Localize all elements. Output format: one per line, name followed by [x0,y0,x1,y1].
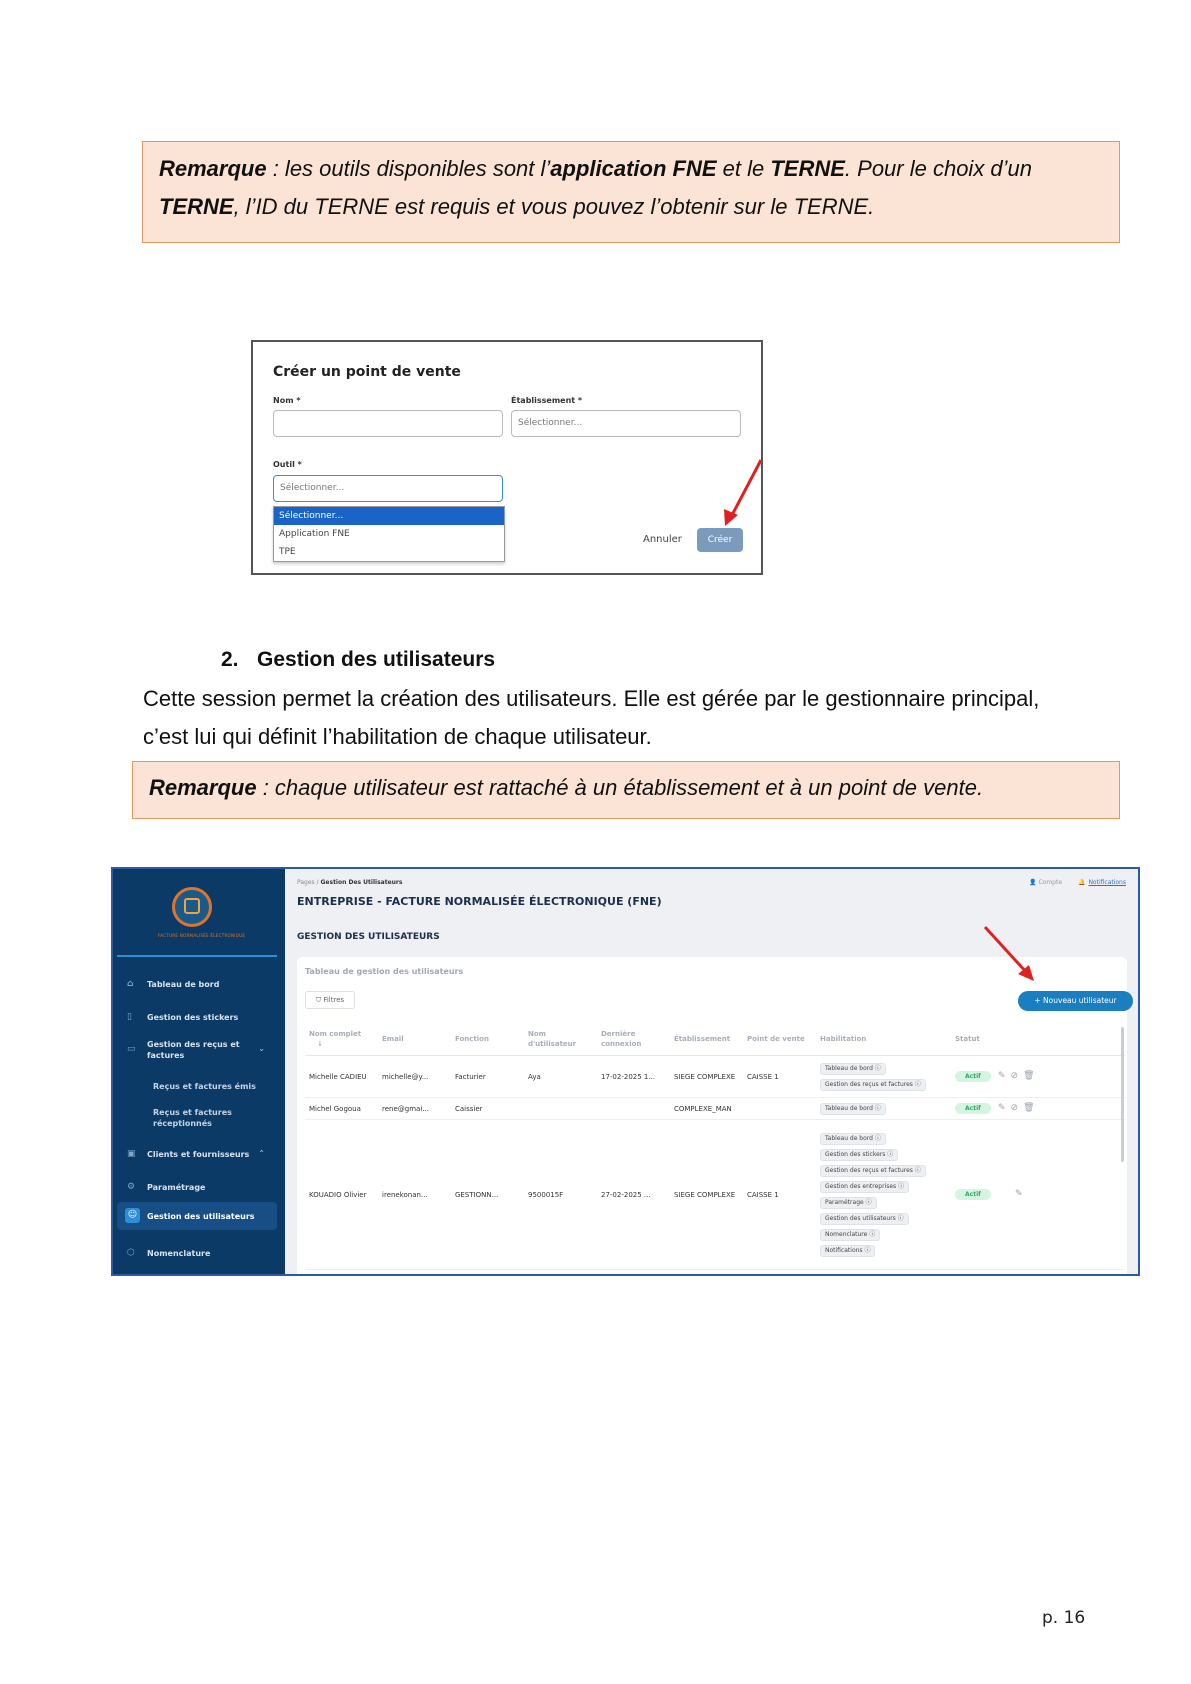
toggle-icon[interactable]: ⊘ [1010,1103,1019,1113]
app-title: ENTREPRISE - FACTURE NORMALISÉE ÉLECTRONIQUE (FNE) [297,895,662,908]
user-management-app-screenshot [111,867,1140,1276]
remark-label: Remarque [159,156,267,181]
habilitation-tag: Gestion des reçus et factures ⓘ [820,1079,926,1091]
habilitation-tag: Tableau de bord ⓘ [820,1063,886,1075]
create-point-of-sale-dialog-screenshot [251,340,763,575]
receipt-icon: ▭ [127,1044,136,1054]
plus-icon: + [1034,996,1041,1005]
new-user-button[interactable]: + Nouveau utilisateur [1018,991,1133,1011]
remark-bold-app: application FNE [550,156,717,181]
user-icon: ☺ [125,1208,140,1223]
account-link[interactable]: Compte [1038,879,1063,886]
document-icon: ▯ [127,1012,132,1022]
column-header[interactable]: Nom d'utilisateur [524,1023,597,1056]
red-arrow-icon [285,869,1138,1274]
habilitation-tag: Tableau de bord ⓘ [820,1133,886,1145]
fne-logo [172,887,212,927]
habilitation-tag: Nomenclature ⓘ [820,1229,880,1241]
toggle-icon[interactable]: ⊘ [1010,1071,1019,1081]
clients-icon: ▣ [127,1149,136,1159]
edit-icon[interactable]: ✎ [1014,1189,1023,1199]
sidebar-item-receipts[interactable]: ▭ Gestion des reçus et factures ⌄ [127,1040,265,1060]
section-title: Gestion des utilisateurs [257,648,496,671]
edit-icon[interactable]: ✎ [997,1103,1006,1113]
gear-icon: ⚙ [127,1182,136,1192]
trash-icon[interactable]: 🗑 [1023,1103,1035,1113]
status-badge: Actif [955,1103,991,1114]
filter-icon: ⛉ [315,996,322,1004]
habilitation-tag: Gestion des utilisateurs ⓘ [820,1213,909,1225]
column-header[interactable]: Email [378,1023,451,1056]
outil-option[interactable]: Application FNE [279,529,350,539]
sidebar-item-users[interactable]: ☺ Gestion des utilisateurs [117,1202,277,1230]
column-header[interactable]: Établissement [670,1023,743,1056]
remark-bold-terne: TERNE [159,194,234,219]
remark-box-users [132,761,1120,819]
etablissement-select[interactable]: Sélectionner... [511,410,741,437]
outil-option[interactable]: Sélectionner... [274,507,504,525]
column-header[interactable]: Point de vente [743,1023,816,1056]
sidebar: FACTURE NORMALISÉE ÉLECTRONIQUE ⌂ Tableau de bord ▯ Gestion des stickers ▭ Gestion des reçus et factures ⌄ Reçus et factures émis Reçus et factures réceptionnés ▣ Clients et fournisseurs ⌃ ⚙ Paramétrage ☺ Gestion des utilisateurs ⬡ Nomenclature [113,869,285,1274]
status-badge: Actif [955,1071,991,1082]
column-header[interactable]: Dernière connexion [597,1023,670,1056]
card-title: Tableau de gestion des utilisateurs [305,967,464,976]
cancel-button[interactable]: Annuler [643,534,682,545]
remark-text: . Pour le choix d’un [844,156,1033,181]
dialog-title: Créer un point de vente [273,364,461,380]
trash-icon[interactable]: 🗑 [1023,1071,1035,1081]
page-number: p. 16 [1042,1608,1086,1628]
home-icon: ⌂ [127,979,134,989]
table-row[interactable]: KOUADIO Olivier irenekonan... GESTIONN... 9500015F 27-02-2025 ... SIEGE COMPLEXE CAISSE 1 Tableau de bord ⓘ Gestion des stickers ⓘ Gestion des reçus et factures ⓘ Gestion des entreprises ⓘ Paramétrage ⓘ Gestion des utilisateurs ⓘ Nomenclature ⓘ Notifications ⓘ Actif ✎ [305,1120,1125,1270]
chevron-down-icon: ⌄ [258,1044,265,1053]
remark-label: Remarque [149,775,257,800]
main-content [285,869,1138,1274]
column-header[interactable]: Fonction [451,1023,524,1056]
remark-text: : chaque utilisateur est rattaché à un établissement et à un point de vente. [256,775,984,800]
column-header[interactable]: Nom complet ↓ [305,1023,378,1056]
remark-bold-terne: TERNE [770,156,845,181]
nom-label: Nom * [273,396,301,405]
habilitation-tag: Gestion des entreprises ⓘ [820,1181,909,1193]
logo-caption: FACTURE NORMALISÉE ÉLECTRONIQUE [158,933,246,938]
account-icon: 👤 [1029,879,1037,886]
outil-label: Outil * [273,460,302,469]
filter-button[interactable]: ⛉ Filtres [305,991,355,1009]
remark-box-tools [142,141,1120,243]
column-header[interactable]: Statut [951,1023,1125,1056]
remark-text: et le [716,156,771,181]
habilitation-tag: Gestion des stickers ⓘ [820,1149,898,1161]
create-button[interactable]: Créer [697,528,743,552]
page-title: GESTION DES UTILISATEURS [297,932,440,942]
habilitation-tag: Gestion des reçus et factures ⓘ [820,1165,926,1177]
breadcrumb: Pages / Gestion Des Utilisateurs [297,879,403,886]
sort-arrow-icon: ↓ [317,1040,323,1048]
chevron-up-icon: ⌃ [258,1149,265,1158]
cube-icon: ⬡ [127,1248,135,1258]
edit-icon[interactable]: ✎ [997,1071,1006,1081]
etablissement-label: Établissement * [511,396,583,405]
habilitation-tag: Notifications ⓘ [820,1245,875,1257]
remark-text: , l’ID du TERNE est requis et vous pouvez l’obtenir sur le TERNE. [233,194,875,219]
table-row[interactable]: Michelle CADIEU michelle@y... Facturier Aya 17-02-2025 1... SIEGE COMPLEXE CAISSE 1 Tableau de bord ⓘ Gestion des reçus et factures ⓘ Actif ✎ ⊘ 🗑 [305,1056,1125,1098]
body-paragraph: Cette session permet la création des utilisateurs. Elle est gérée par le gestionnaire principal, [143,686,1040,711]
notifications-link[interactable]: Notifications [1088,879,1126,886]
red-arrow-icon [253,342,763,574]
habilitation-tag: Paramétrage ⓘ [820,1197,877,1209]
sidebar-divider [117,955,277,957]
habilitation-tag: Tableau de bord ⓘ [820,1103,886,1115]
table-row[interactable]: Michel Gogoua rene@gmai... Caissier COMPLEXE_MAN Tableau de bord ⓘ Actif ✎ ⊘ 🗑 [305,1098,1125,1120]
status-badge: Actif [955,1189,991,1200]
section-heading [221,648,495,672]
remark-text: : les outils disponibles sont l’ [266,156,551,181]
column-header[interactable]: Habilitation [816,1023,951,1056]
section-number: 2. [221,648,239,671]
bell-icon: 🔔 [1077,879,1086,886]
outil-select[interactable]: Sélectionner... [273,475,503,502]
outil-option[interactable]: TPE [279,547,296,557]
body-paragraph: c’est lui qui définit l’habilitation de chaque utilisateur. [143,724,652,749]
